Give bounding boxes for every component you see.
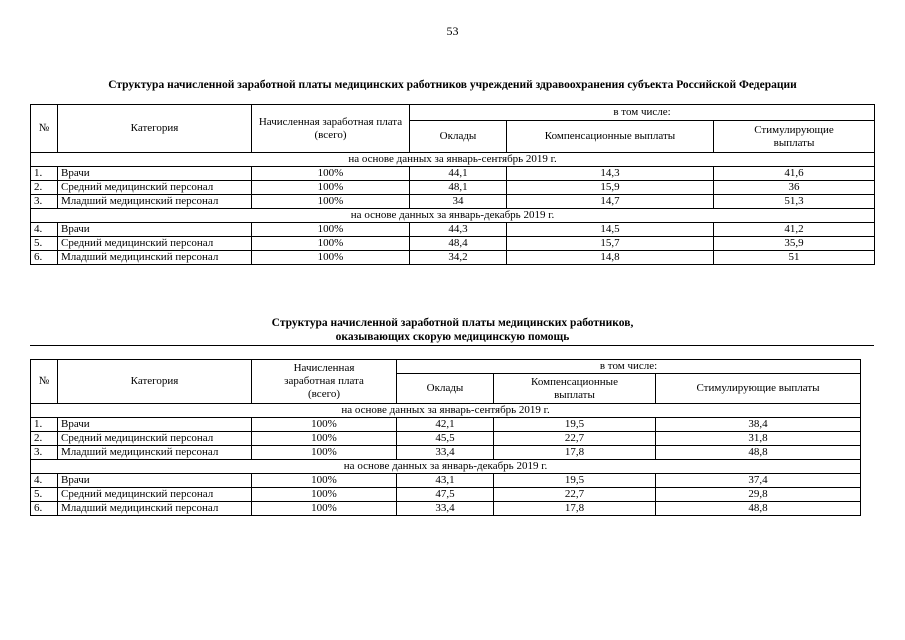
row-number: 5.	[31, 237, 58, 251]
row-incentive: 41,2	[714, 223, 875, 237]
row-total: 100%	[252, 237, 410, 251]
header-salary: Оклады	[410, 121, 507, 153]
table-row	[31, 474, 861, 488]
row-incentive: 36	[714, 181, 875, 195]
table-row	[31, 237, 875, 251]
row-compensation: 22,7	[494, 488, 656, 502]
row-category: Врачи	[58, 223, 252, 237]
row-category: Младший медицинский персонал	[58, 502, 252, 516]
row-total: 100%	[252, 181, 410, 195]
section-label: на основе данных за январь-сентябрь 2019 г.	[31, 404, 861, 418]
table-row	[31, 195, 875, 209]
row-salary: 47,5	[397, 488, 494, 502]
row-salary: 33,4	[397, 446, 494, 460]
row-total: 100%	[252, 418, 397, 432]
row-incentive: 51	[714, 251, 875, 265]
header-incentive: Стимулирующие выплаты	[714, 121, 875, 153]
section-label: на основе данных за январь-декабрь 2019 г.	[31, 460, 861, 474]
row-total: 100%	[252, 502, 397, 516]
table-row	[31, 223, 875, 237]
row-number: 1.	[31, 167, 58, 181]
row-number: 3.	[31, 195, 58, 209]
row-salary: 34,2	[410, 251, 507, 265]
table2-title-line1: Структура начисленной заработной платы медицинских работников,	[271, 317, 634, 329]
table-row	[31, 432, 861, 446]
table-row	[31, 446, 861, 460]
salary-structure-table-1	[30, 104, 875, 265]
row-number: 3.	[31, 446, 58, 460]
table1-body	[31, 153, 875, 265]
table-row	[31, 502, 861, 516]
row-category: Младший медицинский персонал	[58, 251, 252, 265]
title-underline	[30, 345, 874, 346]
row-total: 100%	[252, 251, 410, 265]
row-incentive: 51,3	[714, 195, 875, 209]
row-total: 100%	[252, 446, 397, 460]
row-compensation: 14,7	[507, 195, 714, 209]
table2-title-line2: оказывающих скорую медицинскую помощь	[335, 331, 570, 343]
row-salary: 43,1	[397, 474, 494, 488]
row-total: 100%	[252, 195, 410, 209]
table2-body	[31, 404, 861, 516]
table-row	[31, 167, 875, 181]
row-incentive: 38,4	[656, 418, 861, 432]
row-salary: 33,4	[397, 502, 494, 516]
header-compensation: Компенсационные выплаты	[507, 121, 714, 153]
row-compensation: 14,3	[507, 167, 714, 181]
row-category: Средний медицинский персонал	[58, 432, 252, 446]
header-category: Категория	[58, 105, 252, 153]
section-label: на основе данных за январь-декабрь 2019 г.	[31, 209, 875, 223]
header-compensation: Компенсационные выплаты	[494, 374, 656, 404]
row-category: Младший медицинский персонал	[58, 195, 252, 209]
header-no: №	[31, 360, 58, 404]
table-row	[31, 488, 861, 502]
table-row	[31, 418, 861, 432]
row-number: 2.	[31, 181, 58, 195]
row-number: 1.	[31, 418, 58, 432]
table-row	[31, 251, 875, 265]
row-total: 100%	[252, 488, 397, 502]
row-salary: 44,3	[410, 223, 507, 237]
row-compensation: 19,5	[494, 418, 656, 432]
row-salary: 45,5	[397, 432, 494, 446]
row-total: 100%	[252, 167, 410, 181]
row-salary: 44,1	[410, 167, 507, 181]
row-compensation: 14,8	[507, 251, 714, 265]
row-incentive: 35,9	[714, 237, 875, 251]
row-number: 4.	[31, 474, 58, 488]
row-number: 6.	[31, 251, 58, 265]
header-category: Категория	[58, 360, 252, 404]
header-including: в том числе:	[397, 360, 861, 374]
row-incentive: 37,4	[656, 474, 861, 488]
row-category: Средний медицинский персонал	[58, 488, 252, 502]
section-label: на основе данных за январь-сентябрь 2019 г.	[31, 153, 875, 167]
row-category: Врачи	[58, 167, 252, 181]
salary-structure-table-2	[30, 359, 861, 516]
row-category: Врачи	[58, 474, 252, 488]
row-category: Средний медицинский персонал	[58, 237, 252, 251]
table-row	[31, 181, 875, 195]
header-no: №	[31, 105, 58, 153]
header-total: Начисленная заработная плата (всего)	[252, 360, 397, 404]
row-compensation: 14,5	[507, 223, 714, 237]
row-incentive: 41,6	[714, 167, 875, 181]
row-salary: 48,1	[410, 181, 507, 195]
row-number: 4.	[31, 223, 58, 237]
row-compensation: 17,8	[494, 502, 656, 516]
row-compensation: 15,7	[507, 237, 714, 251]
page-number: 53	[446, 24, 459, 38]
row-total: 100%	[252, 474, 397, 488]
row-total: 100%	[252, 432, 397, 446]
header-salary: Оклады	[397, 374, 494, 404]
row-compensation: 17,8	[494, 446, 656, 460]
row-number: 6.	[31, 502, 58, 516]
row-incentive: 31,8	[656, 432, 861, 446]
header-incentive: Стимулирующие выплаты	[656, 374, 861, 404]
row-incentive: 29,8	[656, 488, 861, 502]
row-category: Средний медицинский персонал	[58, 181, 252, 195]
row-number: 2.	[31, 432, 58, 446]
row-total: 100%	[252, 223, 410, 237]
table1-title: Структура начисленной заработной платы медицинских работников учреждений здравоохранения субъекта Российской Федерации	[108, 79, 797, 91]
row-compensation: 19,5	[494, 474, 656, 488]
row-category: Младший медицинский персонал	[58, 446, 252, 460]
row-salary: 42,1	[397, 418, 494, 432]
row-number: 5.	[31, 488, 58, 502]
row-compensation: 15,9	[507, 181, 714, 195]
row-incentive: 48,8	[656, 446, 861, 460]
header-total: Начисленная заработная плата (всего)	[252, 105, 410, 153]
row-incentive: 48,8	[656, 502, 861, 516]
row-category: Врачи	[58, 418, 252, 432]
row-compensation: 22,7	[494, 432, 656, 446]
row-salary: 48,4	[410, 237, 507, 251]
row-salary: 34	[410, 195, 507, 209]
header-including: в том числе:	[410, 105, 875, 121]
